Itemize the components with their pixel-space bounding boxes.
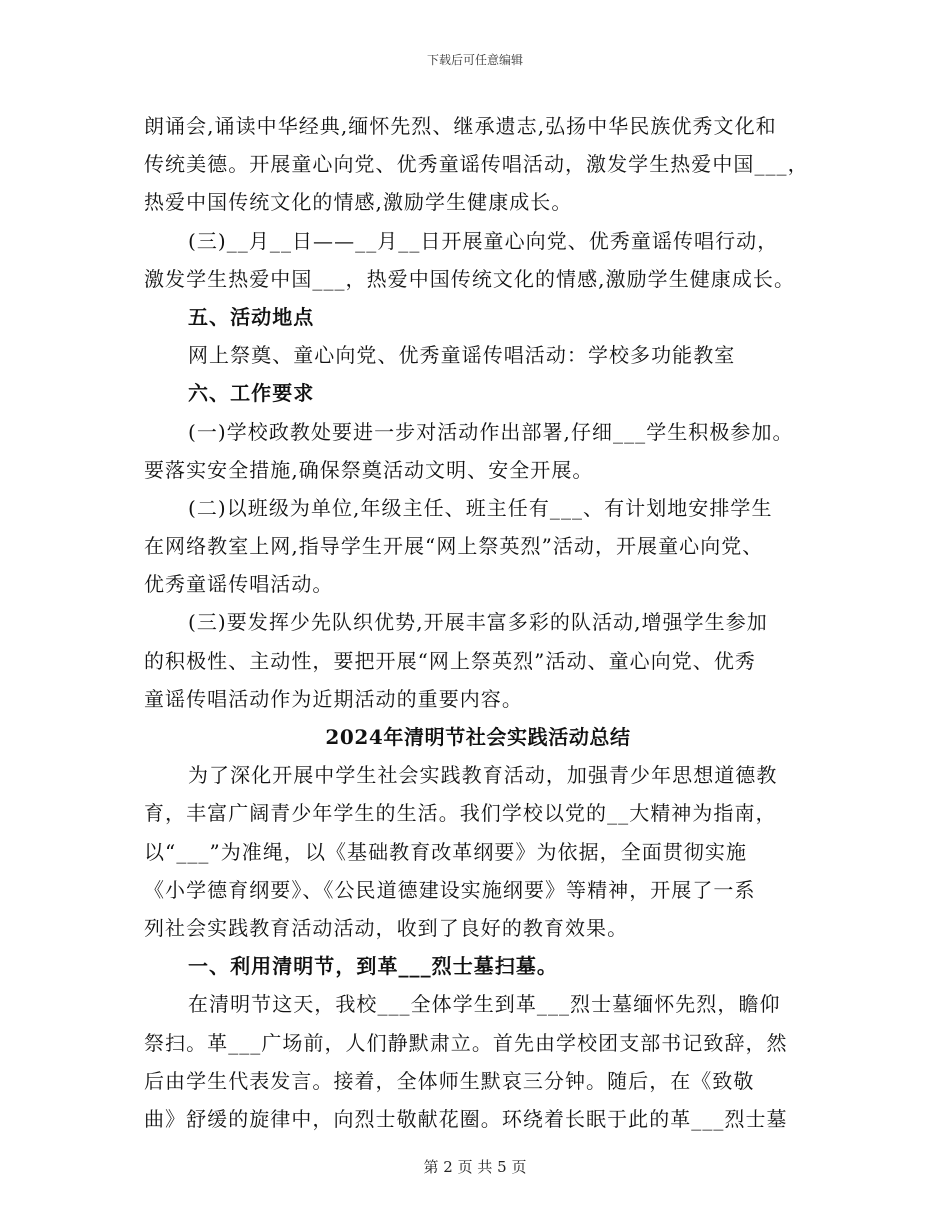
body-text-line: (三)要发挥少先队织优势,开展丰富多彩的队活动,增强学生参加 — [188, 610, 768, 635]
document-body — [144, 107, 812, 1138]
body-text-line: 朗诵会,诵读中华经典,缅怀先烈、继承遗志,弘扬中华民族优秀文化和 — [144, 114, 777, 138]
body-text-line: 的积极性、主动性，要把开展“网上祭英烈”活动、童心向党、优秀 — [144, 648, 756, 673]
section-heading-line: 一、利用清明节，到革___烈士墓扫墓。 — [188, 954, 558, 979]
body-text-line: 曲》舒缓的旋律中，向烈士敬献花圈。环绕着长眠于此的革___烈士墓 — [144, 1106, 788, 1131]
body-text-line: 优秀童谣传唱活动。 — [144, 572, 334, 597]
body-text-line: 激发学生热爱中国___，热爱中国传统文化的情感,激励学生健康成长。 — [144, 266, 796, 291]
body-text-line: 《小学德育纲要》、《公民道德建设实施纲要》等精神，开展了一系 — [144, 877, 756, 902]
section-heading-line: 2024年清明节社会实践活动总结 — [325, 725, 631, 749]
body-text-line: (一)学校政教处要进一步对活动作出部署,仔细___学生积极参加。 — [188, 419, 794, 444]
body-text-line: (二)以班级为单位,年级主任、班主任有___、有计划地安排学生 — [188, 495, 773, 520]
section-heading-line: 五、活动地点 — [188, 304, 315, 329]
body-text-line: 热爱中国传统文化的情感,激励学生健康成长。 — [144, 190, 573, 215]
page-footer: 第 2 页 共 5 页 — [423, 1158, 527, 1176]
body-text-line: 育，丰富广阔青少年学生的生活。我们学校以党的__大精神为指南， — [144, 801, 777, 826]
body-text-line: (三)__月__日——__月__日开展童心向党、优秀童谣传唱行动， — [188, 228, 779, 253]
body-text-line: 要落实安全措施,确保祭奠活动文明、安全开展。 — [144, 457, 594, 482]
body-text-line: 祭扫。革___广场前，人们静默肃立。首先由学校团支部书记致辞，然 — [144, 1030, 788, 1055]
page-header: 下载后可任意编辑 — [426, 53, 523, 67]
body-text-line: 列社会实践教育活动活动，收到了良好的教育效果。 — [144, 915, 629, 940]
body-text-line: 在清明节这天，我校___全体学生到革___烈士墓缅怀先烈，瞻仰 — [188, 992, 781, 1017]
body-text-line: 以“___”为准绳，以《基础教育改革纲要》为依据，全面贯彻实施 — [144, 839, 747, 864]
body-text-line: 在网络教室上网,指导学生开展“网上祭英烈”活动，开展童心向党、 — [144, 534, 764, 559]
body-text-line: 后由学生代表发言。接着，全体师生默哀三分钟。随后，在《致敬 — [144, 1068, 755, 1093]
body-text-line: 网上祭奠、童心向党、优秀童谣传唱活动：学校多功能教室 — [188, 343, 736, 368]
body-text-line: 童谣传唱活动作为近期活动的重要内容。 — [144, 686, 523, 711]
body-text-line: 传统美德。开展童心向党、优秀童谣传唱活动，激发学生热爱中国___， — [144, 152, 809, 177]
body-text-line: 为了深化开展中学生社会实践教育活动，加强青少年思想道德教 — [188, 763, 778, 788]
section-heading-line: 六、工作要求 — [188, 381, 315, 406]
